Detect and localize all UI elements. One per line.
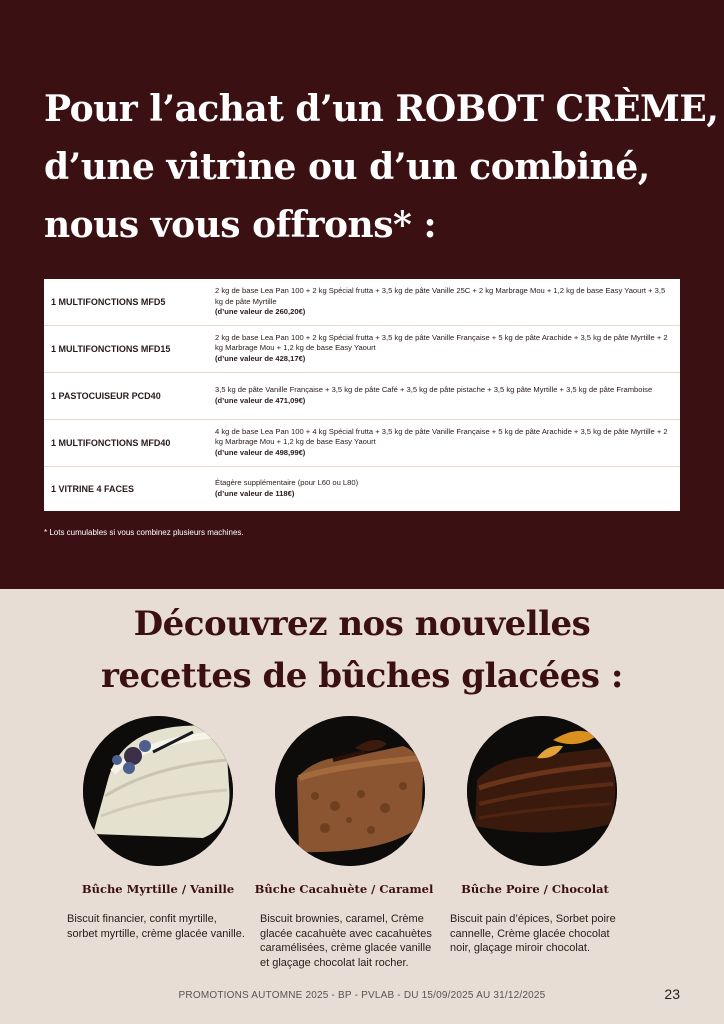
- offers-table: [44, 279, 680, 511]
- table-row: [44, 325, 680, 372]
- offer-content: [209, 279, 680, 325]
- offer-value: (d’une valeur de 498,99€): [215, 447, 306, 457]
- buche-poire-chocolat-photo: [467, 716, 617, 866]
- offer-value: (d’une valeur de 118€): [215, 488, 295, 498]
- buche-cacahuete-caramel-photo: [275, 716, 425, 866]
- buche-cacahuete-caramel-image: [275, 716, 425, 866]
- recipes-heading: [0, 598, 724, 702]
- offer-items: 4 kg de base Lea Pan 100 + 4 kg Spécial frutta + 3,5 kg de pâte Vanille Française + 5 kg de pâte Arachide + 3,5 kg de pâte Myrtille + 2 kg Marbrage Mou + 1,2 kg de base Easy Yaourt: [215, 427, 668, 447]
- recipes-heading-line-1: Découvrez nos nouvelles: [133, 604, 591, 644]
- offer-headline: [44, 80, 719, 254]
- offer-items: Étagère supplémentaire (pour L60 ou L80): [215, 478, 359, 488]
- headline-line-3: nous vous offrons* :: [44, 204, 437, 246]
- machine-name: 1 PASTOCUISEUR PCD40: [44, 372, 209, 419]
- machine-name: 1 MULTIFONCTIONS MFD5: [44, 279, 209, 325]
- buche-poire-chocolat-image: [467, 716, 617, 866]
- product-title: Bûche Cacahuète / Caramel: [254, 882, 434, 896]
- machine-name: 1 MULTIFONCTIONS MFD40: [44, 419, 209, 466]
- page-number: 23: [664, 986, 680, 1002]
- table-row: [44, 419, 680, 466]
- product-description: Biscuit pain d’épices, Sorbet poire cannelle, Crème glacée chocolat noir, glaçage miroir chocolat.: [450, 913, 616, 954]
- offer-value: (d’une valeur de 260,20€): [215, 306, 306, 316]
- table-row: [44, 372, 680, 419]
- product-title: Bûche Myrtille / Vanille: [81, 882, 235, 896]
- footnote: * Lots cumulables si vous combinez plusieurs machines.: [44, 528, 244, 537]
- offer-items: 3,5 kg de pâte Vanille Française + 3,5 kg de pâte Café + 3,5 kg de pâte pistache + 3,5 kg pâte Myrtille + 3,5 kg de pâte Framboise: [215, 385, 653, 395]
- footer-text: PROMOTIONS AUTOMNE 2025 - BP - PVLAB - DU 15/09/2025 AU 31/12/2025: [178, 990, 546, 1001]
- offer-content: [209, 372, 680, 419]
- offer-items: 2 kg de base Lea Pan 100 + 2 kg Spécial frutta + 3,5 kg de pâte Vanille 25C + 2 kg Marbrage Mou + 1,2 kg de base Easy Yaourt + 3,5 kg de pâte Myrtille: [215, 286, 666, 306]
- table-row: [44, 279, 680, 325]
- product-title: Bûche Poire / Chocolat: [461, 882, 609, 896]
- machine-name: 1 VITRINE 4 FACES: [51, 483, 135, 494]
- product-description: Biscuit brownies, caramel, Crème glacée cacahuète avec cacahuètes caramélisées, crème glacée vanille et glaçage chocolat lait rocher.: [260, 913, 432, 969]
- offer-content: [209, 325, 680, 372]
- machine-name: 1 MULTIFONCTIONS MFD15: [44, 325, 209, 372]
- offer-content: [209, 419, 680, 466]
- offer-value: (d’une valeur de 428,17€): [215, 353, 306, 363]
- product-description: Biscuit financier, confit myrtille, sorbet myrtille, crème glacée vanille.: [67, 913, 245, 940]
- table-row: [44, 466, 680, 511]
- recipes-heading-line-2: recettes de bûches glacées :: [101, 656, 623, 696]
- buche-myrtille-vanille-photo: [83, 716, 233, 866]
- headline-line-1: Pour l’achat d’un ROBOT CRÈME,: [44, 88, 719, 130]
- offer-items: 2 kg de base Lea Pan 100 + 2 kg Spécial frutta + 3,5 kg de pâte Vanille Française + 5 kg de pâte Arachide + 3,5 kg de pâte Myrtille + 2 kg Marbrage Mou + 1,2 kg de base Easy Yaourt: [215, 333, 668, 353]
- headline-line-2: d’une vitrine ou d’un combiné,: [44, 146, 650, 188]
- buche-myrtille-vanille-image: [83, 716, 233, 866]
- offer-content: [209, 466, 680, 511]
- offer-value: (d’une valeur de 471,09€): [215, 395, 306, 405]
